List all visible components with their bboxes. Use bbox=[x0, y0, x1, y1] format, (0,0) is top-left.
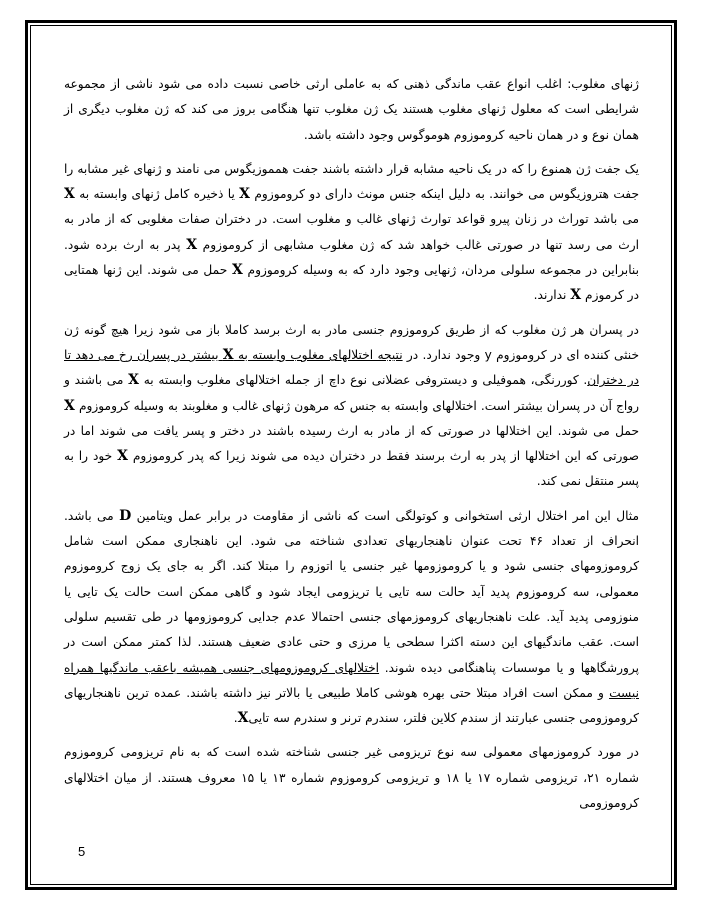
text-run: پدر به ارث برده شود. بنابراین در مجموعه سلولی مردان، ژنهایی وجود دارد که به وسیله کروموزوم bbox=[64, 237, 639, 278]
chromosome-symbol: X bbox=[186, 236, 198, 253]
text-run: مثال این امر اختلال ارثی استخوانی و کوتولگی است که ناشی از مقاومت در برابر عمل ویتامین bbox=[131, 508, 639, 523]
chromosome-symbol: X bbox=[64, 186, 75, 203]
paragraph bbox=[64, 740, 639, 816]
paragraph bbox=[64, 157, 639, 309]
page-number: 5 bbox=[78, 844, 86, 859]
text-run: در پسران هر ژن مغلوب که از طریق کروموزوم جنسی مادر به ارث برسد کاملا باز می شود زیرا هیچ گونه ژن خنثی کننده ای در کروموزوم y وجود ندارد. در bbox=[64, 322, 639, 362]
text-run: حمل می شوند. این اختلالها در صورتی که از مادر به ارث رسیده باشند در دختر و پسر یافت می شوند اما در صورتی که این اختلالها از پدر به ارث برسند فقط در دختران دیده می شوند زیرا که پدر کروموزوم bbox=[64, 423, 640, 464]
text-run: نتیجه اختلالهای مغلوب وابسته به bbox=[233, 347, 403, 362]
chromosome-symbol: X bbox=[570, 287, 582, 304]
text-run: بیشتر در پسران رخ می دهد تا در دختران bbox=[64, 347, 640, 388]
paragraph bbox=[64, 504, 639, 732]
chromosome-symbol: X bbox=[117, 448, 128, 465]
text-run: می باشد. انحراف از تعداد ۴۶ تحت عنوان ناهنجاریهای تعدادی شناخته می شود. این ناهنجاری ممکن است شامل کروموزومهای جنسی شود و یا کروموزومها غیر جنسی یا اتوزوم را مبتلا کند. اگر به جای یک زوج کروموزوم معمولی، سه کروموزوم پدید آید حالت سه تایی یا تریزومی ایجاد شود و گاهی ممکن است حالت یک تایی یا منوزومی پدید آید. علت ناهنجاریهای کروموزمهای جنسی احتمالا عدم جدایی کروموزومها در طی تقسیم سلولی است. عقب ماندگیهای این دسته اکثرا سطحی یا مرزی و حتی عادی ضعیف هستند. لذا کمتر ممکن است در پرورشگاهها و یا موسسات پناهنگامی دیده شوند. bbox=[64, 508, 639, 675]
chromosome-symbol: X bbox=[239, 186, 251, 203]
text-run: و ممکن است افراد مبتلا حتی بهره هوشی کاملا طبیعی یا بالاتر نیز داشته باشند. عمده ترین ناهنجاریهای کروموزومی جنسی عبارتند از سندم کلاین فلتر، سندرم ترنر و سندرم سه تایی bbox=[64, 685, 639, 726]
paragraph bbox=[64, 72, 639, 148]
document-body bbox=[64, 72, 639, 825]
text-run: ژنهای مغلوب: اغلب انواع عقب ماندگی ذهنی که به عاملی ارثی خاصی نسبت داده می شود ناشی از مجموعه شرایطی است که معلول ژنهای مغلوب هستند یک ژن مغلوب تنها هنگامی بروز می کند که ژن مغلوب دیگری از همان نوع و در همان ناحیه کروموزوم هوموگوس وجود داشته باشد. bbox=[64, 77, 639, 142]
text-run: حمل می شوند. این ژنها همتایی در کرموزم bbox=[64, 263, 639, 303]
text-run: خود را به پسر منتقل نمی کند. bbox=[64, 449, 639, 489]
text-run: . کوررنگی، هموفیلی و دیستروفی عضلانی نوع داچ از جمله اختلالهای مغلوب وابسته به bbox=[138, 373, 588, 388]
text-run: یک جفت ژن همنوع را که در یک ناحیه مشابه قرار داشته باشند جفت همموزیگوس می نامند و ژنهای غیر مشابه را جفت هتروزیگوس می خوانند. به دلیل اینکه جنس مونث دارای دو کروموزوم bbox=[64, 161, 639, 202]
chromosome-symbol: X bbox=[222, 346, 234, 363]
text-run: یا ذخیره کامل ژنهای وابسته به bbox=[74, 187, 240, 202]
chromosome-symbol: X bbox=[128, 372, 139, 389]
text-run: می باشند و رواج آن در پسران بیشتر است. اختلالهای وابسته به جنس که مرهون ژنهای غالب و مغلوبند به وسیله کروموزوم bbox=[64, 373, 639, 413]
text-run: . bbox=[233, 711, 238, 726]
chromosome-symbol: X bbox=[237, 710, 249, 727]
text-run: اختلالهای کروموزومهای جنسی همیشه باعقب ماندگیها همراه نیست bbox=[64, 660, 639, 700]
text-run: در مورد کروموزمهای معمولی سه نوع تریزومی غیر جنسی شناخته شده است که به نام تریزومی کروموزوم شماره ۲۱، تریزومی شماره ۱۷ یا ۱۸ و تریزومی کروموزوم شماره ۱۳ یا ۱۵ معروف هستند. از میان اختلالهای کروموزومی bbox=[64, 745, 639, 811]
chromosome-symbol: X bbox=[231, 262, 243, 279]
text-run: ندارند. bbox=[533, 288, 571, 303]
text-run: می باشد توراث در زنان پیرو قواعد توارث ژنهای غالب و مغلوب است. در دختران صفات مغلوبی که از مادر به ارث می رسد تنها در صورتی غالب خواهد شد که ژن مغلوب مشابهی از کروموزوم bbox=[64, 212, 639, 252]
paragraph bbox=[64, 318, 639, 495]
chromosome-symbol: D bbox=[119, 507, 132, 524]
chromosome-symbol: X bbox=[64, 397, 75, 414]
